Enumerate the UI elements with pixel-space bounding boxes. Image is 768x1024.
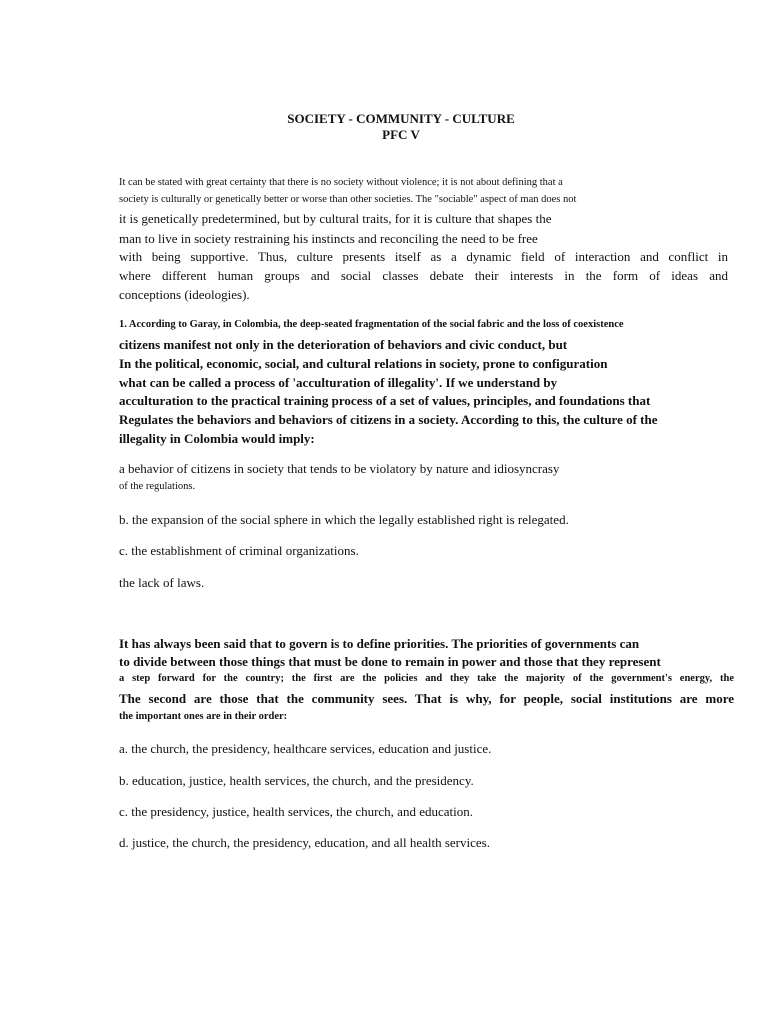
question-1-option-c: c. the establishment of criminal organizations. bbox=[119, 543, 359, 558]
question-1-line: what can be called a process of 'acculturation of illegality'. If we understand by bbox=[119, 375, 558, 390]
question-2-line: The second are those that the community sees. That is why, for people, social institutions are more bbox=[119, 691, 734, 706]
question-2-line: the important ones are in their order: bbox=[119, 711, 288, 722]
document-subtitle: PFC V bbox=[382, 127, 420, 142]
question-1-line: Regulates the behaviors and behaviors of citizens in a society. According to this, the culture of the bbox=[119, 412, 658, 427]
question-1-option-a: a behavior of citizens in society that tends to be violatory by nature and idiosyncrasy bbox=[119, 461, 560, 476]
question-2-line: a step forward for the country; the first are the policies and they take the majority of the government's energy, the bbox=[119, 673, 734, 684]
question-1-line: illegality in Colombia would imply: bbox=[119, 431, 315, 446]
question-2-option-d: d. justice, the church, the presidency, education, and all health services. bbox=[119, 835, 490, 850]
intro-line: it is genetically predetermined, but by cultural traits, for it is culture that shapes the bbox=[119, 211, 552, 226]
question-1-line: In the political, economic, social, and cultural relations in society, prone to configuration bbox=[119, 356, 608, 371]
intro-line: man to live in society restraining his instincts and reconciling the need to be free bbox=[119, 231, 538, 246]
question-1-option-d: the lack of laws. bbox=[119, 575, 205, 590]
question-2-line: It has always been said that to govern is to define priorities. The priorities of governments can bbox=[119, 636, 640, 651]
intro-line: with being supportive. Thus, culture presents itself as a dynamic field of interaction and conflict in bbox=[119, 249, 728, 264]
question-1-option-b: b. the expansion of the social sphere in which the legally established right is relegated. bbox=[119, 512, 569, 527]
document-title: SOCIETY - COMMUNITY - CULTURE bbox=[287, 111, 515, 126]
question-2-line: to divide between those things that must be done to remain in power and those that they represent bbox=[119, 654, 661, 669]
intro-line: It can be stated with great certainty that there is no society without violence; it is not about defining that a bbox=[119, 177, 563, 188]
question-1-line: 1. According to Garay, in Colombia, the deep-seated fragmentation of the social fabric and the loss of coexistence bbox=[119, 319, 624, 330]
intro-line: conceptions (ideologies). bbox=[119, 287, 250, 302]
question-1-line: acculturation to the practical training process of a set of values, principles, and foundations that bbox=[119, 393, 651, 408]
question-2-option-b: b. education, justice, health services, the church, and the presidency. bbox=[119, 773, 474, 788]
intro-line: society is culturally or genetically better or worse than other societies. The "sociable" aspect of man does not bbox=[119, 194, 577, 205]
question-2-option-c: c. the presidency, justice, health services, the church, and education. bbox=[119, 804, 473, 819]
question-1-option-a-continuation: of the regulations. bbox=[119, 481, 196, 492]
question-2-option-a: a. the church, the presidency, healthcare services, education and justice. bbox=[119, 741, 492, 756]
question-1-line: citizens manifest not only in the deterioration of behaviors and civic conduct, but bbox=[119, 337, 568, 352]
intro-line: where different human groups and social classes debate their interests in the form of ideas and bbox=[119, 268, 728, 283]
